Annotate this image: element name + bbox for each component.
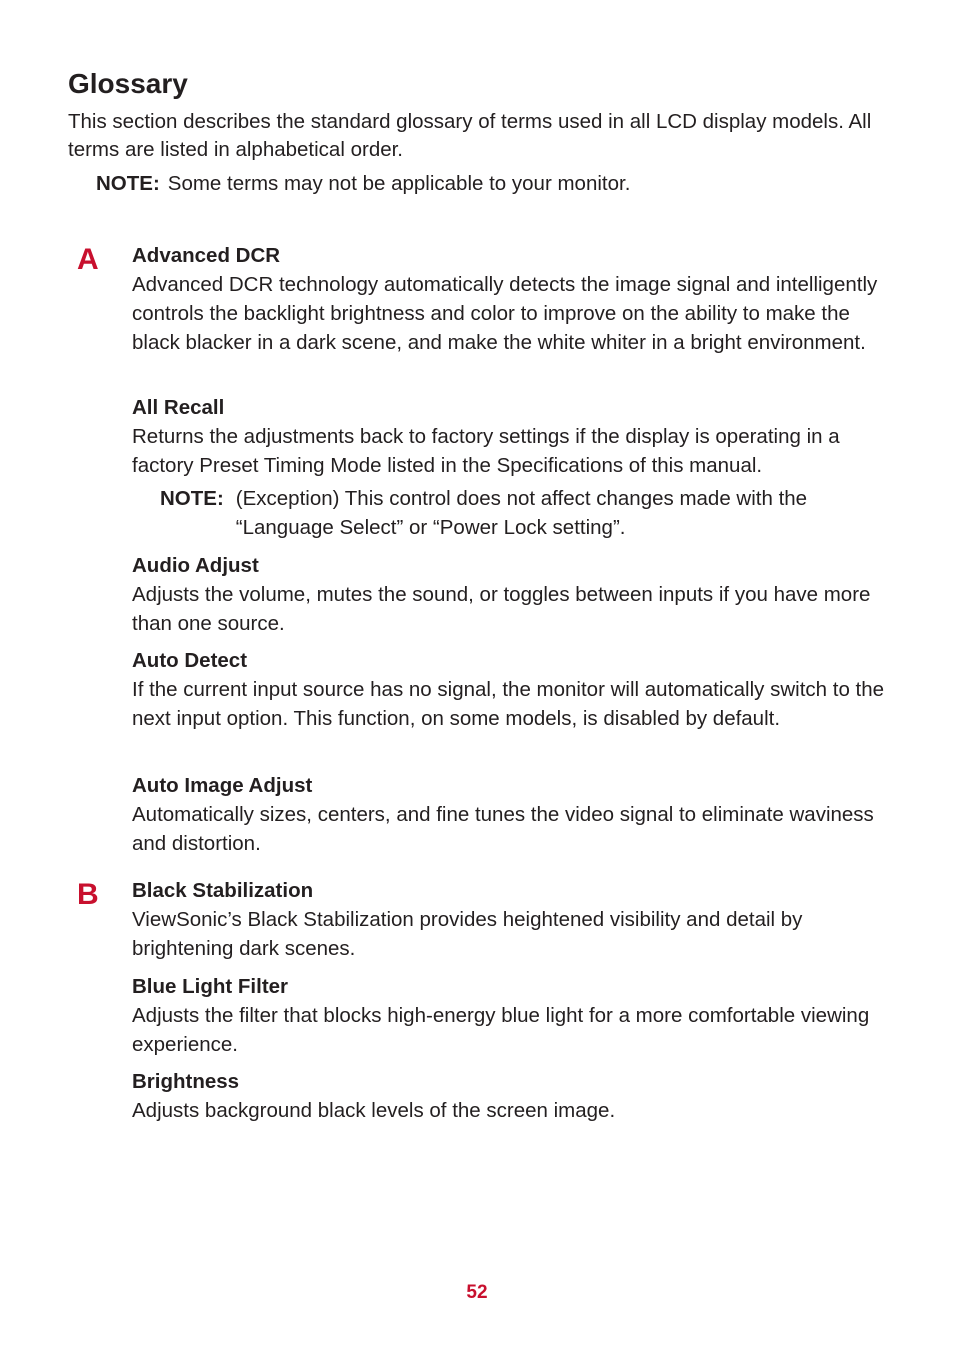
term-title: Auto Detect [132,649,248,672]
term-note [160,484,892,542]
term-description: Automatically sizes, centers, and fine tunes the video signal to eliminate waviness and distortion. [132,803,874,855]
glossary-term [132,772,892,858]
term-description: If the current input source has no signal, the monitor will automatically switch to the next input option. This function, on some models, is disabled by default. [132,678,885,730]
note-text: (Exception) This control does not affect changes made with the “Language Select” or “Power Lock setting”. [235,487,808,539]
intro-note [96,170,630,198]
term-title: Black Stabilization [132,879,314,902]
term-description: Adjusts the filter that blocks high-energy blue light for a more comfortable viewing experience. [132,1004,870,1056]
term-title: All Recall [132,396,225,419]
section-letter: A [77,243,99,276]
term-title: Audio Adjust [132,554,259,577]
term-description: Adjusts the volume, mutes the sound, or toggles between inputs if you have more than one source. [132,583,871,635]
glossary-term [132,877,892,963]
note-label: NOTE: [96,172,160,195]
note-text: Some terms may not be applicable to your monitor. [167,172,631,195]
glossary-term [132,1068,892,1125]
glossary-term [132,973,892,1059]
glossary-term [132,242,892,357]
glossary-term [132,552,892,638]
term-description: Adjusts background black levels of the screen image. [132,1099,616,1122]
page-number: 52 [466,1282,488,1303]
term-description: Returns the adjustments back to factory settings if the display is operating in a factory Preset Timing Mode listed in the Specifications of this manual. [132,425,840,477]
term-title: Advanced DCR [132,244,281,267]
glossary-term [132,647,892,733]
section-letter: B [77,878,99,911]
term-title: Brightness [132,1070,240,1093]
term-description: Advanced DCR technology automatically detects the image signal and intelligently controls the backlight brightness and color to improve on the ability to make the black blacker in a dark scene, and make the white whiter in a bright environment. [132,273,878,354]
term-title: Auto Image Adjust [132,774,313,797]
intro-text: This section describes the standard glossary of terms used in all LCD display models. All terms are listed in alphabetical order. [68,110,872,161]
note-label: NOTE: [160,487,224,510]
glossary-term [132,394,892,542]
page-title: Glossary [68,68,188,99]
term-description: ViewSonic’s Black Stabilization provides heightened visibility and detail by brightening dark scenes. [132,908,803,960]
term-title: Blue Light Filter [132,975,289,998]
